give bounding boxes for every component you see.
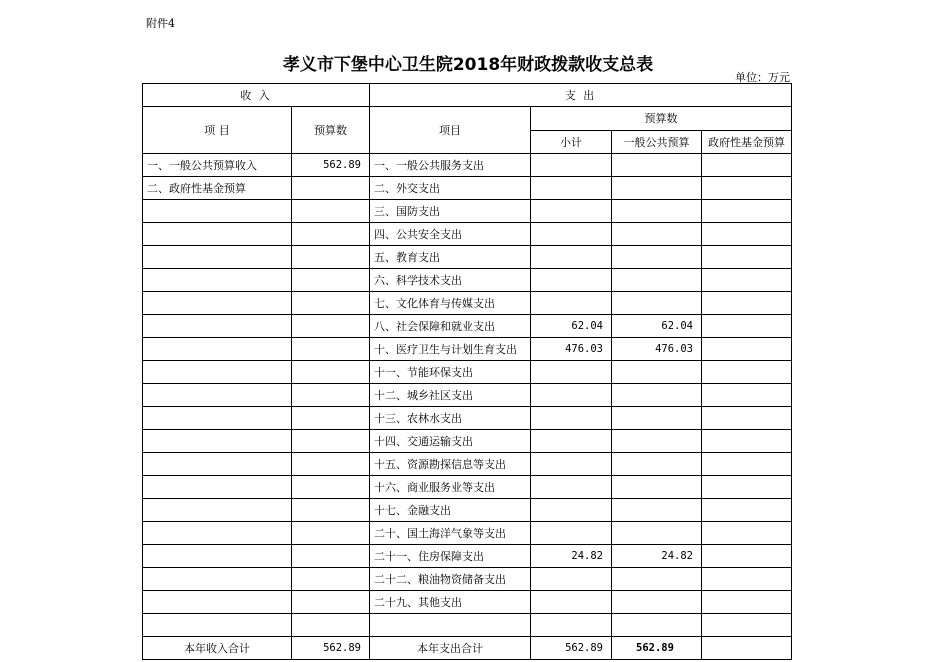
income-budget-cell bbox=[292, 200, 370, 223]
subtotal-cell bbox=[531, 614, 612, 637]
income-item-cell bbox=[143, 545, 292, 568]
general-budget-header: 一般公共预算 bbox=[612, 130, 702, 154]
expense-item-cell: 二、外交支出 bbox=[370, 177, 531, 200]
income-item-header: 项 目 bbox=[143, 107, 292, 154]
subtotal-cell bbox=[531, 177, 612, 200]
subtotal-cell bbox=[531, 223, 612, 246]
income-item-cell bbox=[143, 614, 292, 637]
expense-item-cell: 十七、金融支出 bbox=[370, 499, 531, 522]
expense-item-cell: 五、教育支出 bbox=[370, 246, 531, 269]
income-budget-cell bbox=[292, 361, 370, 384]
table-row bbox=[143, 269, 792, 292]
general-budget-cell bbox=[612, 200, 702, 223]
general-budget-cell: 62.04 bbox=[612, 315, 702, 338]
subtotal-cell bbox=[531, 453, 612, 476]
general-budget-cell bbox=[612, 568, 702, 591]
expense-item-cell: 二十二、粮油物资储备支出 bbox=[370, 568, 531, 591]
expense-item-cell: 十四、交通运输支出 bbox=[370, 430, 531, 453]
general-budget-cell bbox=[612, 361, 702, 384]
subtotal-cell bbox=[531, 476, 612, 499]
income-total-value: 562.89 bbox=[292, 637, 370, 660]
income-item-cell bbox=[143, 407, 292, 430]
expense-item-cell: 二十九、其他支出 bbox=[370, 591, 531, 614]
fund-budget-cell bbox=[702, 292, 792, 315]
fund-budget-cell bbox=[702, 223, 792, 246]
fund-budget-cell bbox=[702, 568, 792, 591]
income-item-cell: 二、政府性基金预算 bbox=[143, 177, 292, 200]
subtotal-cell bbox=[531, 154, 612, 177]
table-row bbox=[143, 361, 792, 384]
table-row bbox=[143, 476, 792, 499]
fund-budget-cell bbox=[702, 453, 792, 476]
income-item-cell bbox=[143, 200, 292, 223]
page-title: 孝义市下堡中心卫生院2018年财政拨款收支总表 bbox=[282, 55, 654, 75]
fund-budget-cell bbox=[702, 315, 792, 338]
expense-header: 支 出 bbox=[370, 84, 792, 107]
table-row bbox=[143, 499, 792, 522]
income-item-cell bbox=[143, 269, 292, 292]
income-budget-cell bbox=[292, 545, 370, 568]
subtotal-cell bbox=[531, 591, 612, 614]
income-budget-cell bbox=[292, 177, 370, 200]
table-row bbox=[143, 545, 792, 568]
income-budget-cell bbox=[292, 315, 370, 338]
subtotal-cell bbox=[531, 568, 612, 591]
general-budget-cell bbox=[612, 614, 702, 637]
income-item-cell: 一、一般公共预算收入 bbox=[143, 154, 292, 177]
income-budget-cell bbox=[292, 223, 370, 246]
general-budget-cell bbox=[612, 476, 702, 499]
income-budget-cell bbox=[292, 384, 370, 407]
fund-budget-cell bbox=[702, 430, 792, 453]
fund-budget-cell bbox=[702, 200, 792, 223]
general-budget-cell bbox=[612, 246, 702, 269]
fund-budget-cell bbox=[702, 522, 792, 545]
income-item-cell bbox=[143, 591, 292, 614]
income-item-cell bbox=[143, 315, 292, 338]
expense-item-cell: 七、文化体育与传媒支出 bbox=[370, 292, 531, 315]
fund-budget-cell bbox=[702, 545, 792, 568]
fund-budget-cell bbox=[702, 269, 792, 292]
subtotal-cell: 476.03 bbox=[531, 338, 612, 361]
expense-budget-header: 预算数 bbox=[531, 107, 792, 131]
subtotal-cell bbox=[531, 384, 612, 407]
expense-item-cell: 三、国防支出 bbox=[370, 200, 531, 223]
subtotal-cell bbox=[531, 292, 612, 315]
income-budget-cell: 562.89 bbox=[292, 154, 370, 177]
income-header: 收 入 bbox=[143, 84, 370, 107]
general-budget-cell bbox=[612, 223, 702, 246]
general-budget-cell: 476.03 bbox=[612, 338, 702, 361]
subtotal-cell bbox=[531, 430, 612, 453]
general-budget-cell bbox=[612, 384, 702, 407]
subtotal-cell bbox=[531, 499, 612, 522]
general-budget-cell bbox=[612, 591, 702, 614]
subtotal-cell bbox=[531, 522, 612, 545]
income-budget-header: 预算数 bbox=[292, 107, 370, 154]
expense-total-general: 562.89 bbox=[612, 637, 702, 660]
table-row bbox=[143, 154, 792, 177]
expense-item-header: 项目 bbox=[370, 107, 531, 154]
income-budget-cell bbox=[292, 292, 370, 315]
general-budget-cell bbox=[612, 292, 702, 315]
income-item-cell bbox=[143, 499, 292, 522]
income-budget-cell bbox=[292, 522, 370, 545]
general-budget-cell bbox=[612, 407, 702, 430]
income-budget-cell bbox=[292, 614, 370, 637]
income-budget-cell bbox=[292, 453, 370, 476]
table-row bbox=[143, 292, 792, 315]
table-row bbox=[143, 177, 792, 200]
income-item-cell bbox=[143, 568, 292, 591]
table-row bbox=[143, 430, 792, 453]
fund-budget-cell bbox=[702, 361, 792, 384]
table-row bbox=[143, 614, 792, 637]
general-budget-cell bbox=[612, 453, 702, 476]
income-item-cell bbox=[143, 453, 292, 476]
income-budget-cell bbox=[292, 568, 370, 591]
general-budget-cell bbox=[612, 269, 702, 292]
expense-item-cell: 二十、国土海洋气象等支出 bbox=[370, 522, 531, 545]
fund-budget-header: 政府性基金预算 bbox=[702, 130, 792, 154]
table-row bbox=[143, 200, 792, 223]
general-budget-cell bbox=[612, 430, 702, 453]
fund-budget-cell bbox=[702, 476, 792, 499]
table-row bbox=[143, 246, 792, 269]
subtotal-cell: 24.82 bbox=[531, 545, 612, 568]
general-budget-cell bbox=[612, 154, 702, 177]
income-item-cell bbox=[143, 338, 292, 361]
general-budget-cell bbox=[612, 499, 702, 522]
subtotal-cell bbox=[531, 361, 612, 384]
income-budget-cell bbox=[292, 338, 370, 361]
income-item-cell bbox=[143, 246, 292, 269]
attachment-label: 附件4 bbox=[146, 17, 175, 30]
expense-item-cell: 十、医疗卫生与计划生育支出 bbox=[370, 338, 531, 361]
table-row bbox=[143, 223, 792, 246]
income-budget-cell bbox=[292, 476, 370, 499]
fund-budget-cell bbox=[702, 499, 792, 522]
subtotal-cell bbox=[531, 200, 612, 223]
income-budget-cell bbox=[292, 499, 370, 522]
table-row bbox=[143, 568, 792, 591]
unit-label: 单位：万元 bbox=[735, 71, 790, 84]
income-item-cell bbox=[143, 522, 292, 545]
income-item-cell bbox=[143, 430, 292, 453]
table-row bbox=[143, 384, 792, 407]
table-row bbox=[143, 453, 792, 476]
income-item-cell bbox=[143, 223, 292, 246]
income-item-cell bbox=[143, 361, 292, 384]
subtotal-cell bbox=[531, 246, 612, 269]
income-total-label: 本年收入合计 bbox=[143, 637, 292, 660]
fund-budget-cell bbox=[702, 338, 792, 361]
subtotal-cell: 62.04 bbox=[531, 315, 612, 338]
subtotal-cell bbox=[531, 407, 612, 430]
expense-item-cell: 二十一、住房保障支出 bbox=[370, 545, 531, 568]
table-row bbox=[143, 591, 792, 614]
fund-budget-cell bbox=[702, 154, 792, 177]
expense-item-cell: 一、一般公共服务支出 bbox=[370, 154, 531, 177]
general-budget-cell bbox=[612, 522, 702, 545]
income-budget-cell bbox=[292, 591, 370, 614]
expense-item-cell: 六、科学技术支出 bbox=[370, 269, 531, 292]
fund-budget-cell bbox=[702, 614, 792, 637]
table-row bbox=[143, 522, 792, 545]
fund-budget-cell bbox=[702, 407, 792, 430]
expense-total-subtotal: 562.89 bbox=[531, 637, 612, 660]
expense-item-cell bbox=[370, 614, 531, 637]
income-budget-cell bbox=[292, 430, 370, 453]
fund-budget-cell bbox=[702, 591, 792, 614]
fund-budget-cell bbox=[702, 177, 792, 200]
table-row bbox=[143, 338, 792, 361]
expense-total-label: 本年支出合计 bbox=[370, 637, 531, 660]
income-item-cell bbox=[143, 476, 292, 499]
income-budget-cell bbox=[292, 246, 370, 269]
table-row bbox=[143, 407, 792, 430]
expense-item-cell: 四、公共安全支出 bbox=[370, 223, 531, 246]
income-budget-cell bbox=[292, 407, 370, 430]
income-budget-cell bbox=[292, 269, 370, 292]
general-budget-cell bbox=[612, 177, 702, 200]
income-item-cell bbox=[143, 384, 292, 407]
fund-budget-cell bbox=[702, 384, 792, 407]
subtotal-header: 小计 bbox=[531, 130, 612, 154]
expense-item-cell: 十五、资源勘探信息等支出 bbox=[370, 453, 531, 476]
expense-item-cell: 十一、节能环保支出 bbox=[370, 361, 531, 384]
expense-item-cell: 十二、城乡社区支出 bbox=[370, 384, 531, 407]
expense-total-fund bbox=[702, 637, 792, 660]
fund-budget-cell bbox=[702, 246, 792, 269]
subtotal-cell bbox=[531, 269, 612, 292]
expense-item-cell: 十三、农林水支出 bbox=[370, 407, 531, 430]
income-item-cell bbox=[143, 292, 292, 315]
table-row bbox=[143, 315, 792, 338]
expense-item-cell: 八、社会保障和就业支出 bbox=[370, 315, 531, 338]
budget-table bbox=[142, 83, 792, 660]
general-budget-cell: 24.82 bbox=[612, 545, 702, 568]
expense-item-cell: 十六、商业服务业等支出 bbox=[370, 476, 531, 499]
